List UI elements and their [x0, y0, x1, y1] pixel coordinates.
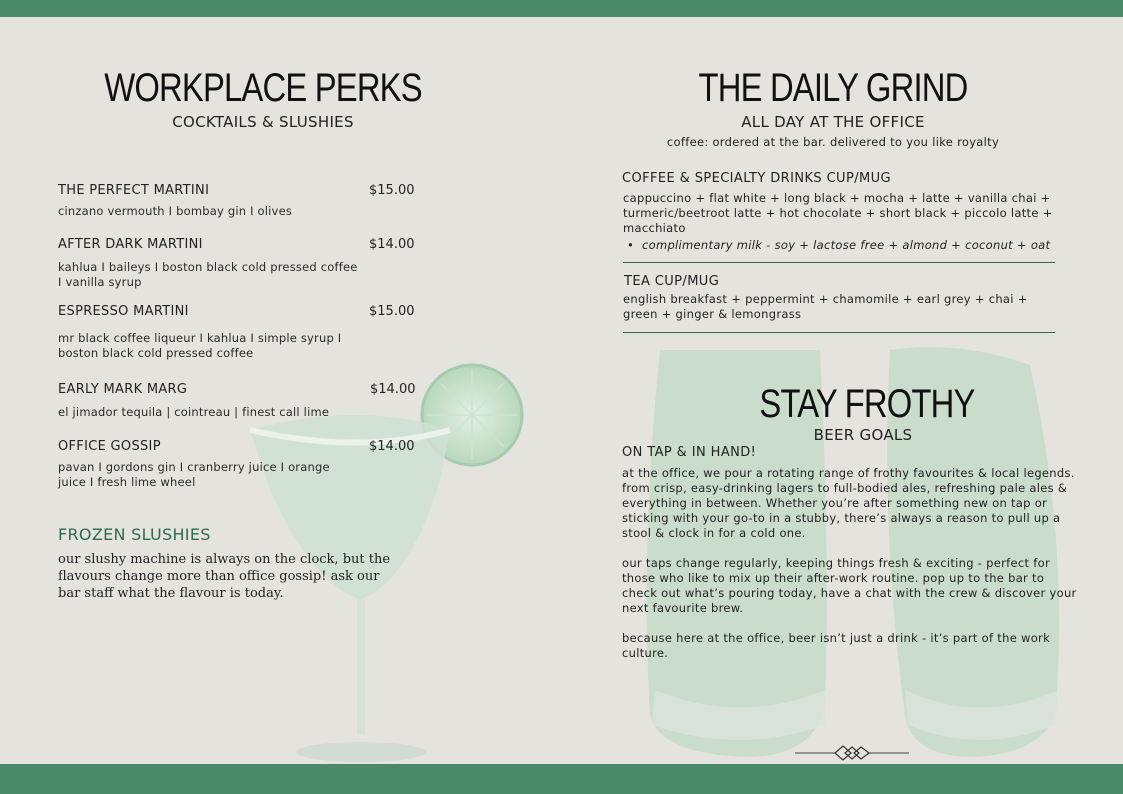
left-page-subtitle: COCKTAILS & SLUSHIES: [172, 113, 354, 131]
menu-item-name: AFTER DARK MARTINI: [58, 237, 203, 252]
menu-item-description: cinzano vermouth I bombay gin I olives: [58, 204, 293, 218]
menu-item-description: el jimador tequila | cointreau | finest call lime: [58, 405, 330, 419]
beer-paragraph-3: because here at the office, beer isn’t just a drink - it’s part of the work culture.: [622, 631, 1051, 660]
menu-item-name: ESPRESSO MARTINI: [58, 304, 189, 319]
tea-section-heading: TEA CUP/MUG: [624, 274, 720, 289]
left-page-title: WORKPLACE PERKS: [104, 66, 422, 110]
ornament-divider-icon: [793, 744, 911, 762]
right-page-tagline: coffee: ordered at the bar. delivered to you like royalty: [666, 135, 1000, 149]
top-band: [0, 0, 1123, 17]
milk-note-bullet: • complimentary milk - soy + lactose free + almond + coconut + oat: [627, 238, 1051, 252]
coffee-drinks-list: cappuccino + flat white + long black + mocha + latte + vanilla chai + turmeric/beetroot latte + hot chocolate + short black + piccolo latte + macchiato: [623, 191, 1053, 235]
menu-item-description: kahlua I baileys I boston black cold pressed coffee I vanilla syrup: [58, 260, 358, 289]
milk-note-text: complimentary milk - soy + lactose free + almond + coconut + oat: [642, 238, 1051, 252]
coffee-section-heading: COFFEE & SPECIALTY DRINKS CUP/MUG: [622, 171, 891, 186]
frozen-slushies-text: our slushy machine is always on the clock, but the flavours change more than office gossip! ask our bar staff what the flavour is today.: [58, 552, 391, 601]
on-tap-heading: ON TAP & IN HAND!: [622, 445, 757, 460]
menu-item-price: $14.00: [370, 382, 416, 397]
menu-item-name: OFFICE GOSSIP: [58, 439, 161, 454]
right-page-title: THE DAILY GRIND: [698, 66, 968, 110]
frozen-slushies-heading: FROZEN SLUSHIES: [58, 525, 211, 544]
menu-item-price: $15.00: [369, 304, 415, 319]
beer-section-title: STAY FROTHY: [759, 382, 975, 426]
beer-paragraph-2: our taps change regularly, keeping things fresh & exciting - perfect for those who like to mix up their after-work routine. pop up to the bar to check out what’s pouring today, have a chat with the crew & discover your next favourite brew.: [622, 556, 1077, 615]
right-page-subtitle: ALL DAY AT THE OFFICE: [741, 113, 925, 131]
bottom-band: [0, 764, 1123, 794]
menu-item-price: $14.00: [369, 439, 415, 454]
menu-item-description: mr black coffee liqueur I kahlua I simple syrup I boston black cold pressed coffee: [58, 331, 342, 360]
menu-item-name: EARLY MARK MARG: [58, 382, 188, 397]
section-divider: [623, 262, 1055, 263]
menu-item-name: THE PERFECT MARTINI: [58, 183, 210, 198]
section-divider: [623, 332, 1055, 333]
beer-paragraph-1: at the office, we pour a rotating range of frothy favourites & local legends. from crisp, easy-drinking lagers to full-bodied ales, refreshing pale ales & everything in between. Whether you’re after something new on tap or sticking with your go-to in a stubby, there’s always a reason to pull up a stool & clock in for a cold one.: [622, 466, 1075, 540]
menu-item-price: $14.00: [369, 237, 415, 252]
menu-item-description: pavan I gordons gin I cranberry juice I orange juice I fresh lime wheel: [58, 460, 330, 489]
beer-section-subtitle: BEER GOALS: [813, 426, 913, 444]
menu-item-price: $15.00: [369, 183, 415, 198]
tea-list: english breakfast + peppermint + chamomile + earl grey + chai + green + ginger & lemongrass: [623, 292, 1028, 321]
